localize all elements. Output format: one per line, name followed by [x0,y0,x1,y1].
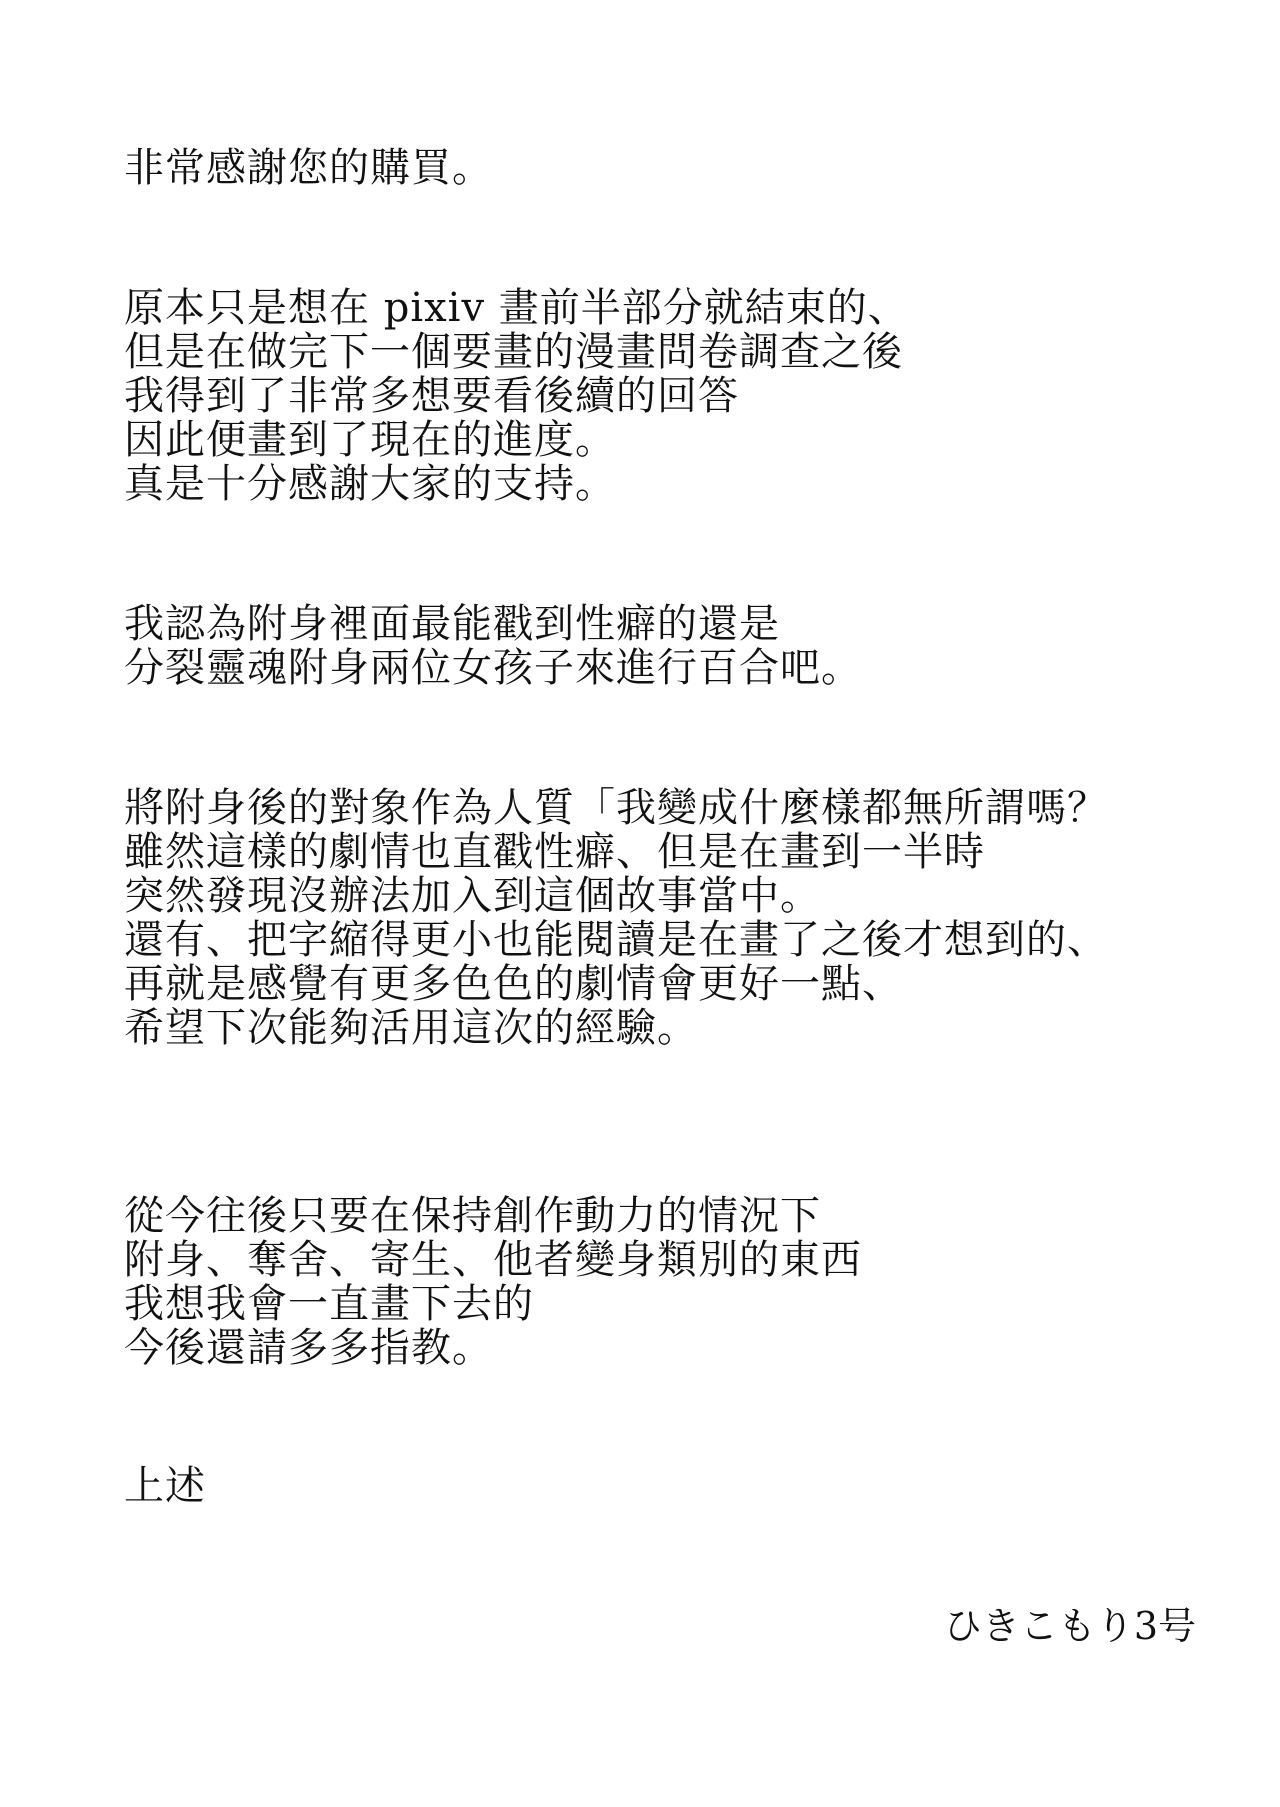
paragraph-gap [124,190,1244,286]
paragraph-4 [124,1194,1244,1370]
text-line: 真是十分感謝大家的支持。 [124,461,616,507]
letter-body [124,146,1244,1370]
paragraph-3 [124,786,1244,1050]
text-line: 分裂靈魂附身兩位女孩子來進行百合吧。 [124,645,862,691]
text-line: 將附身後的對象作為人質「我變成什麼樣都無所謂嗎？ [124,785,1108,831]
text-line: 從今往後只要在保持創作動力的情況下 [124,1193,821,1239]
paragraph-2 [124,602,1244,690]
text-line: 希望下次能夠活用這次的經驗。 [124,1005,698,1051]
greeting-line: 非常感謝您的購買。 [124,145,493,191]
paragraph-gap [124,506,1244,602]
paragraph-gap [124,690,1244,786]
author-signature: ひきこもり3号 [943,1604,1196,1648]
text-line: 但是在做完下一個要畫的漫畫問卷調查之後 [124,329,903,375]
text-line: 我認為附身裡面最能戳到性癖的還是 [124,601,780,647]
paragraph-gap [124,1050,1244,1194]
greeting-paragraph [124,146,1244,190]
text-line: 今後還請多多指教。 [124,1325,493,1371]
text-line: 我想我會一直畫下去的 [124,1281,534,1327]
text-line: 雖然這樣的劇情也直戳性癖、但是在畫到一半時 [124,829,985,875]
text-line: 附身、奪舍、寄生、他者變身類別的東西 [124,1237,862,1283]
text-line: 突然發現沒辦法加入到這個故事當中。 [124,873,821,919]
closing-phrase: 上述 [124,1463,206,1509]
text-line: 因此便畫到了現在的進度。 [124,417,616,463]
text-line: 我得到了非常多想要看後續的回答 [124,373,739,419]
text-line: 再就是感覺有更多色色的劇情會更好一點、 [124,961,903,1007]
text-line: 還有、把字縮得更小也能閱讀是在畫了之後才想到的、 [124,917,1108,963]
paragraph-1 [124,286,1244,506]
text-line: 原本只是想在 pixiv 畫前半部分就結束的、 [124,285,909,331]
